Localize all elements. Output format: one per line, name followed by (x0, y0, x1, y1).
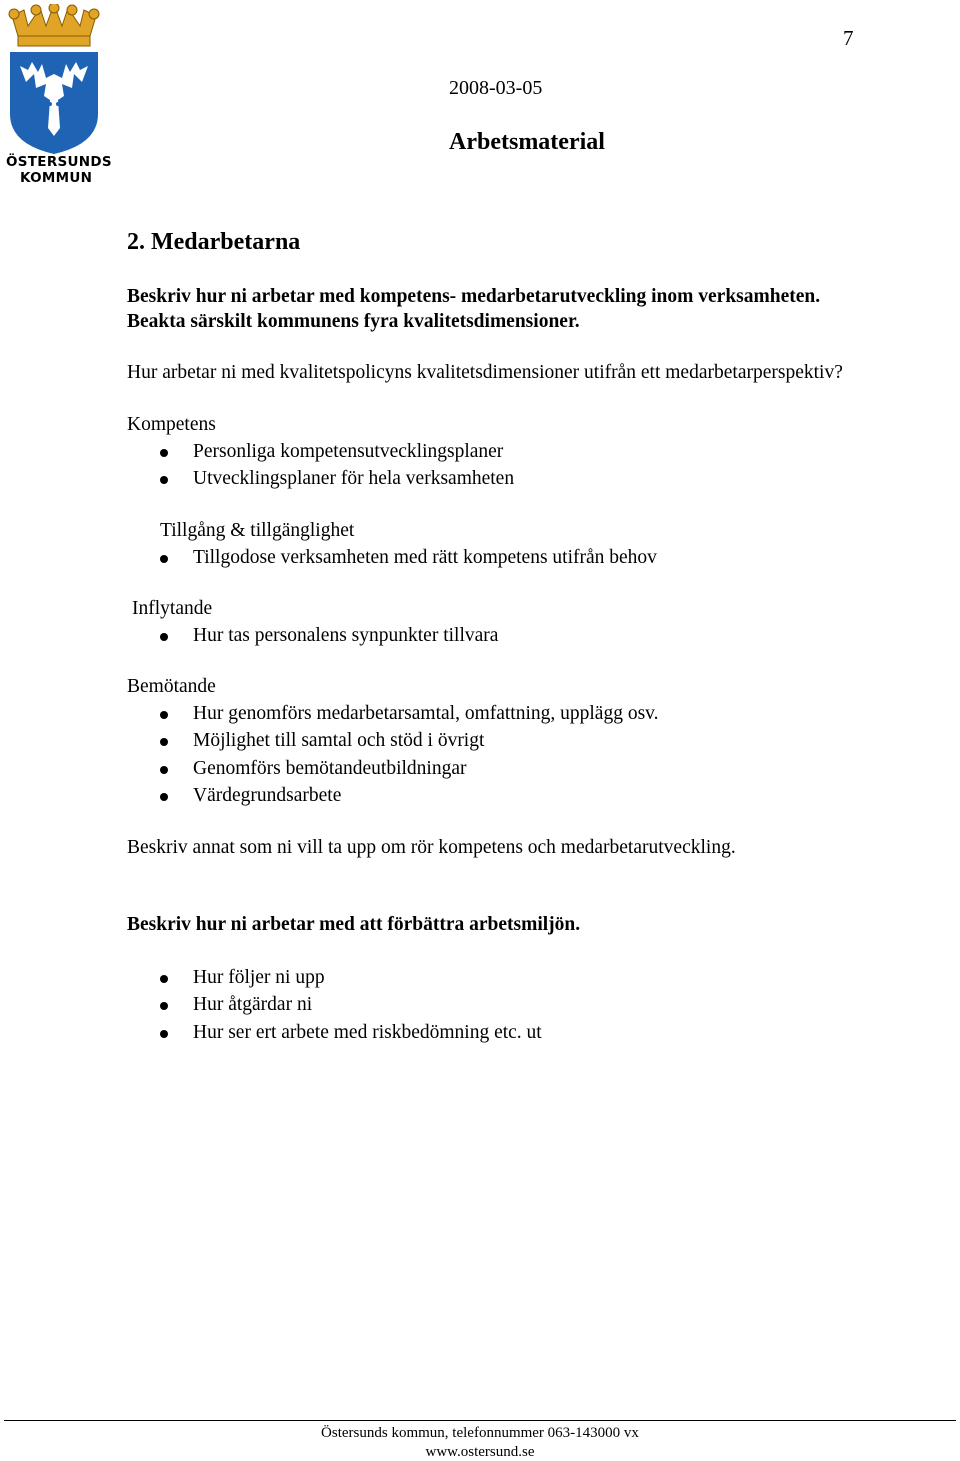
logo-text-line1: ÖSTERSUNDS (6, 154, 112, 170)
footer-contact: Östersunds kommun, telefonnummer 063-143000 vx (321, 1425, 639, 1441)
bullet-icon (160, 766, 168, 774)
environment-heading: Beskriv hur ni arbetar med att förbättra arbetsmiljön. (127, 914, 581, 935)
list-item: Genomförs bemötandeutbildningar (0, 755, 659, 782)
bullet-icon (160, 793, 168, 801)
bullet-icon (160, 738, 168, 746)
section-title: 2. Medarbetarna (127, 229, 301, 255)
bullet-icon (160, 555, 168, 563)
document-date: 2008-03-05 (449, 77, 543, 99)
environment-list (0, 964, 542, 1046)
group-heading-tillgang: Tillgång & tillgänglighet (160, 520, 355, 541)
kompetens-list (0, 438, 514, 493)
page-number: 7 (843, 26, 854, 50)
bullet-icon (160, 476, 168, 484)
list-item: Hur genomförs medarbetarsamtal, omfattning, upplägg osv. (0, 700, 659, 727)
tillgang-list (0, 544, 657, 571)
footer-divider (4, 1420, 956, 1421)
bemotande-list (0, 700, 659, 809)
group-heading-bemotande: Bemötande (127, 676, 216, 697)
municipality-logo (6, 4, 112, 186)
list-item: Hur tas personalens synpunkter tillvara (0, 622, 498, 649)
group-heading-inflytande: Inflytande (132, 598, 213, 619)
bullet-icon (160, 449, 168, 457)
bullet-icon (160, 633, 168, 641)
list-item: Utvecklingsplaner för hela verksamheten (0, 465, 514, 492)
logo-text-line2: KOMMUN (20, 170, 93, 186)
list-item: Hur åtgärdar ni (0, 991, 542, 1018)
instruction-line-2: Beakta särskilt kommunens fyra kvalitetsdimensioner. (127, 311, 580, 332)
list-item: Personliga kompetensutvecklingsplaner (0, 438, 514, 465)
bullet-icon (160, 711, 168, 719)
document-type: Arbetsmaterial (449, 129, 605, 155)
list-item: Hur följer ni upp (0, 964, 542, 991)
bullet-icon (160, 1030, 168, 1038)
list-item: Tillgodose verksamheten med rätt kompetens utifrån behov (0, 544, 657, 571)
inflytande-list (0, 622, 498, 649)
group-heading-kompetens: Kompetens (127, 414, 216, 435)
instruction-line-1: Beskriv hur ni arbetar med kompetens- medarbetarutveckling inom verksamheten. (127, 286, 821, 307)
other-note: Beskriv annat som ni vill ta upp om rör kompetens och medarbetarutveckling. (127, 837, 736, 858)
list-item: Hur ser ert arbete med riskbedömning etc. ut (0, 1019, 542, 1046)
list-item: Värdegrundsarbete (0, 782, 659, 809)
list-item: Möjlighet till samtal och stöd i övrigt (0, 727, 659, 754)
question-text: Hur arbetar ni med kvalitetspolicyns kvalitetsdimensioner utifrån ett medarbetarperspektiv? (127, 362, 843, 383)
bullet-icon (160, 1002, 168, 1010)
footer-website: www.ostersund.se (425, 1444, 535, 1460)
bullet-icon (160, 975, 168, 983)
